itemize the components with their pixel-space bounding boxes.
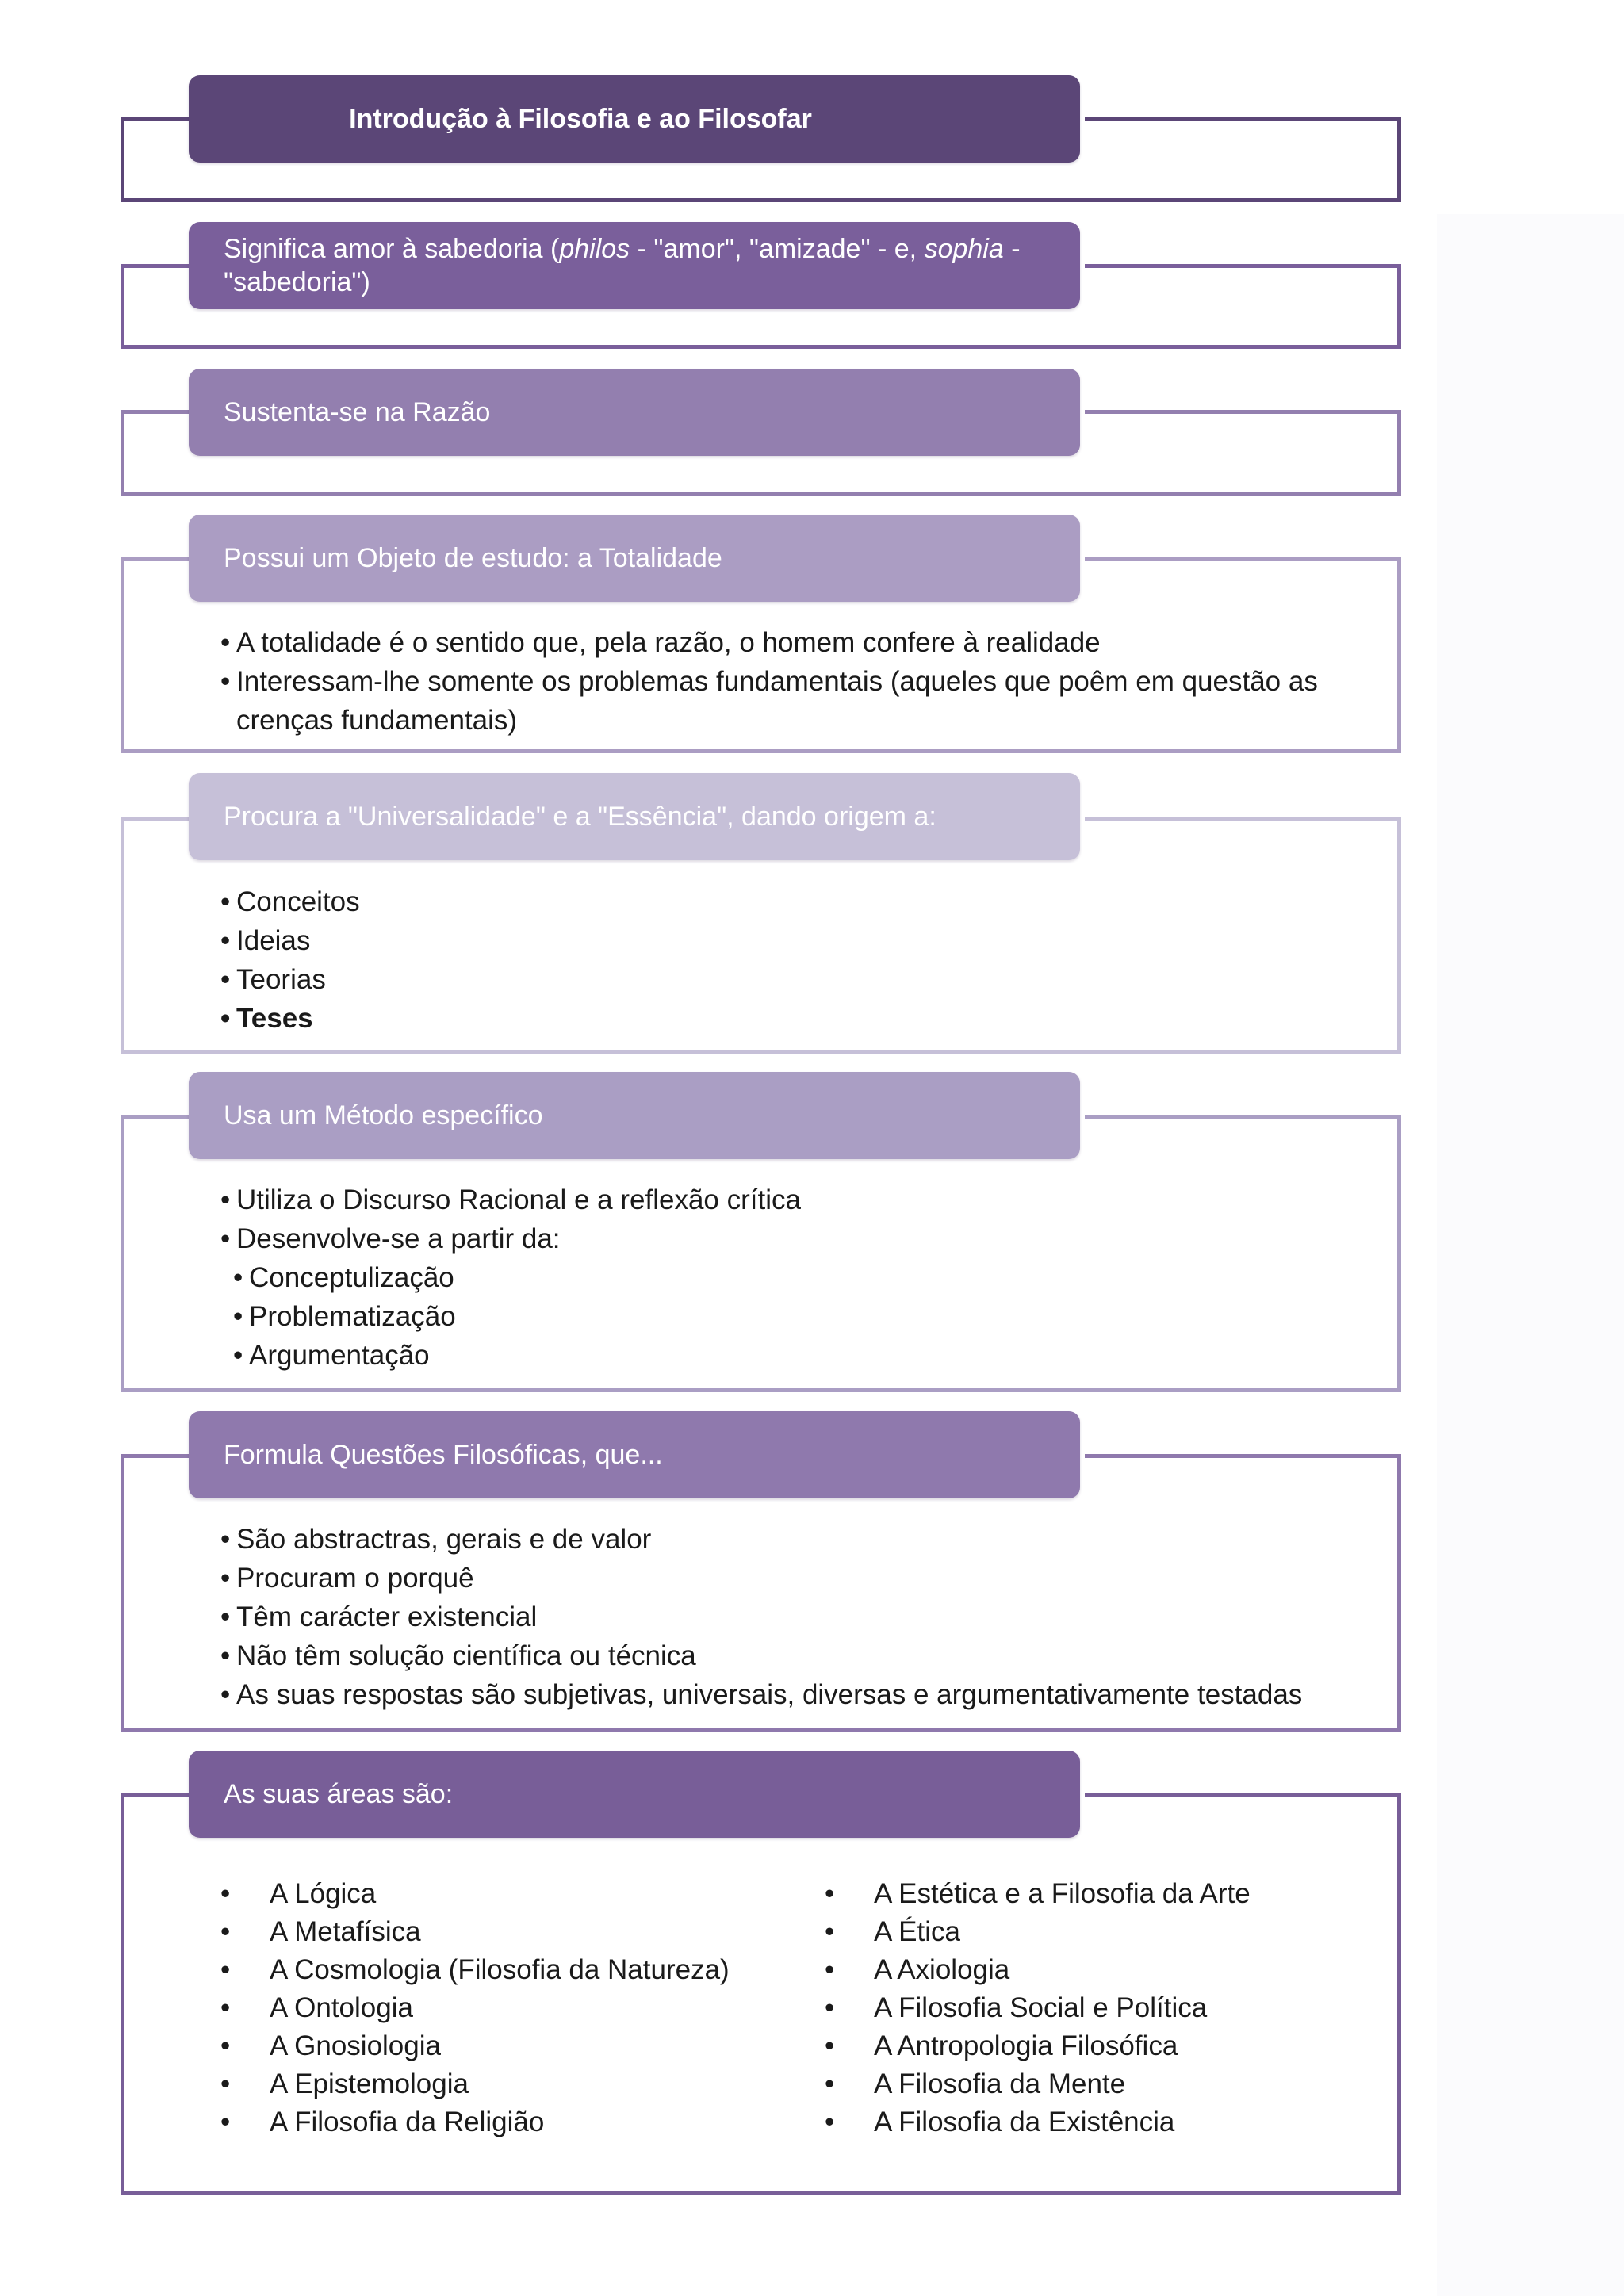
list-item: • Conceitos [220, 882, 1362, 921]
universality-header [189, 773, 1080, 860]
method-header [189, 1072, 1080, 1159]
questions-list [220, 1520, 1362, 1714]
areas-header [189, 1751, 1080, 1838]
areas-left-column [220, 1875, 730, 2141]
meaning-part1: Significa amor à sabedoria ( [224, 234, 560, 264]
list-item: • A Estética e a Filosofia da Arte [825, 1875, 1251, 1913]
list-item: • Utiliza o Discurso Racional e a reflexão crítica [220, 1181, 1362, 1219]
list-item: • Não têm solução científica ou técnica [220, 1636, 1362, 1675]
areas-header-label: As suas áreas são: [224, 1779, 454, 1809]
list-item: • A Cosmologia (Filosofia da Natureza) [220, 1951, 730, 1989]
meaning-text [224, 232, 1021, 299]
list-item: • As suas respostas são subjetivas, universais, diversas e argumentativamente testadas [220, 1675, 1362, 1714]
list-item: • A Ontologia [220, 1989, 730, 2027]
list-item: • Procuram o porquê [220, 1559, 1362, 1598]
list-item: • Teses [220, 999, 1362, 1038]
object-header [189, 515, 1080, 602]
reason-header-label: Sustenta-se na Razão [224, 397, 491, 427]
list-item: • A Filosofia da Existência [825, 2103, 1251, 2141]
list-item: • A Filosofia da Religião [220, 2103, 730, 2141]
meaning-sophia: sophia [924, 234, 1004, 264]
method-header-label: Usa um Método específico [224, 1100, 543, 1131]
meaning-philos: philos [559, 234, 630, 264]
list-item: • A totalidade é o sentido que, pela razão, o homem confere à realidade [220, 623, 1362, 662]
list-item: • São abstractras, gerais e de valor [220, 1520, 1362, 1559]
reason-header [189, 369, 1080, 456]
list-item: • A Gnosiologia [220, 2027, 730, 2065]
list-item: • Ideias [220, 921, 1362, 960]
object-list [220, 623, 1362, 740]
list-item: • Teorias [220, 960, 1362, 999]
sub-list-item: • Argumentação [233, 1336, 1362, 1375]
questions-header [189, 1411, 1080, 1498]
list-item: • A Lógica [220, 1875, 730, 1913]
list-item: • A Epistemologia [220, 2065, 730, 2103]
list-item: • Têm carácter existencial [220, 1598, 1362, 1636]
list-item: • A Metafísica [220, 1913, 730, 1951]
list-item: • Interessam-lhe somente os problemas fundamentais (aqueles que poêm em questão as crenças fundamentais) [220, 662, 1339, 740]
meaning-part2: - "amor", "amizade" - e, [630, 234, 925, 264]
method-list [220, 1181, 1362, 1375]
meaning-line2: "sabedoria") [224, 267, 370, 297]
page-title: Introdução à Filosofia e ao Filosofar [349, 104, 812, 134]
title-header [189, 75, 1080, 163]
meaning-part3: - [1003, 234, 1021, 264]
sub-list-item: • Conceptulização [233, 1258, 1362, 1297]
meaning-header [189, 222, 1080, 309]
areas-right-column [825, 1875, 1251, 2141]
list-item: • A Antropologia Filosófica [825, 2027, 1251, 2065]
list-item: • A Ética [825, 1913, 1251, 1951]
universality-list [220, 882, 1362, 1038]
list-item: • Desenvolve-se a partir da: [220, 1219, 1362, 1258]
list-item: • A Filosofia Social e Política [825, 1989, 1251, 2027]
sub-list-item: • Problematização [233, 1297, 1362, 1336]
object-header-label: Possui um Objeto de estudo: a Totalidade [224, 543, 722, 573]
page-shade [1437, 214, 1624, 2296]
universality-header-label: Procura a "Universalidade" e a "Essência", dando origem a: [224, 802, 936, 832]
list-item: • A Axiologia [825, 1951, 1251, 1989]
questions-header-label: Formula Questões Filosóficas, que... [224, 1440, 663, 1470]
list-item: • A Filosofia da Mente [825, 2065, 1251, 2103]
